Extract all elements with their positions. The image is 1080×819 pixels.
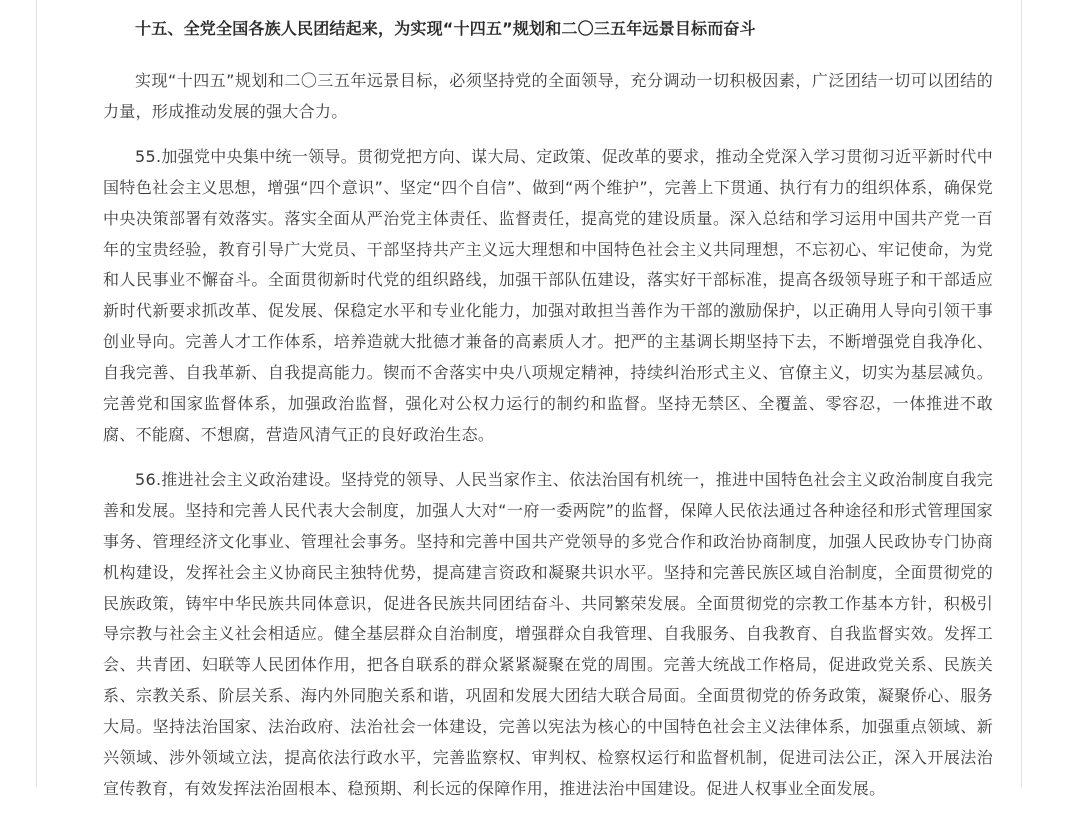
right-border [1021,0,1022,787]
paragraph-55: 55.加强党中央集中统一领导。贯彻党把方向、谋大局、定政策、促改革的要求，推动全党深入学习贯彻习近平新时代中国特色社会主义思想，增强“四个意识”、坚定“四个自信”、做到“两个维护”，完善上下贯通、执行有力的组织体系，确保党中央决策部署有效落实。落实全面从严治党主体责任、监督责任，提高党的建设质量。深入总结和学习运用中国共产党一百年的宝贵经验，教育引导广大党员、干部坚持共产主义远大理想和中国特色社会主义共同理想，不忘初心、牢记使命，为党和人民事业不懈奋斗。全面贯彻新时代党的组织路线，加强干部队伍建设，落实好干部标准，提高各级领导班子和干部适应新时代新要求抓改革、促发展、保稳定水平和专业化能力，加强对敢担当善作为干部的激励保护，以正确用人导向引领干事创业导向。完善人才工作体系，培养造就大批德才兼备的高素质人才。把严的主基调长期坚持下去，不断增强党自我净化、自我完善、自我革新、自我提高能力。锲而不舍落实中央八项规定精神，持续纠治形式主义、官僚主义，切实为基层减负。完善党和国家监督体系，加强政治监督，强化对公权力运行的制约和监督。坚持无禁区、全覆盖、零容忍，一体推进不敢腐、不能腐、不想腐，营造风清气正的良好政治生态。 [103,146,993,444]
left-border [36,0,37,787]
paragraph-intro: 实现“十四五”规划和二〇三五年远景目标，必须坚持党的全面领导，充分调动一切积极因素，广泛团结一切可以团结的力量，形成推动发展的强大合力。 [103,71,993,121]
paragraph-56: 56.推进社会主义政治建设。坚持党的领导、人民当家作主、依法治国有机统一，推进中国特色社会主义政治制度自我完善和发展。坚持和完善人民代表大会制度，加强人大对“一府一委两院”的监督，保障人民依法通过各种途径和形式管理国家事务、管理经济文化事业、管理社会事务。坚持和完善中国共产党领导的多党合作和政治协商制度，加强人民政协专门协商机构建设，发挥社会主义协商民主独特优势，提高建言资政和凝聚共识水平。坚持和完善民族区域自治制度，全面贯彻党的民族政策，铸牢中华民族共同体意识，促进各民族共同团结奋斗、共同繁荣发展。全面贯彻党的宗教工作基本方针，积极引导宗教与社会主义社会相适应。健全基层群众自治制度，增强群众自我管理、自我服务、自我教育、自我监督实效。发挥工会、共青团、妇联等人民团体作用，把各自联系的群众紧紧凝聚在党的周围。完善大统战工作格局，促进政党关系、民族关系、宗教关系、阶层关系、海内外同胞关系和谐，巩固和发展大团结大联合局面。全面贯彻党的侨务政策，凝聚侨心、服务大局。坚持法治国家、法治政府、法治社会一体建设，完善以宪法为核心的中国特色社会主义法律体系，加强重点领域、新兴领域、涉外领域立法，提高依法行政水平，完善监察权、审判权、检察权运行和监督机制，促进司法公正，深入开展法治宣传教育，有效发挥法治固根本、稳预期、利长远的保障作用，推进法治中国建设。促进人权事业全面发展。 [103,469,993,798]
article-body [103,14,993,819]
section-heading: 十五、全党全国各族人民团结起来，为实现“十四五”规划和二〇三五年远景目标而奋斗 [135,19,756,38]
